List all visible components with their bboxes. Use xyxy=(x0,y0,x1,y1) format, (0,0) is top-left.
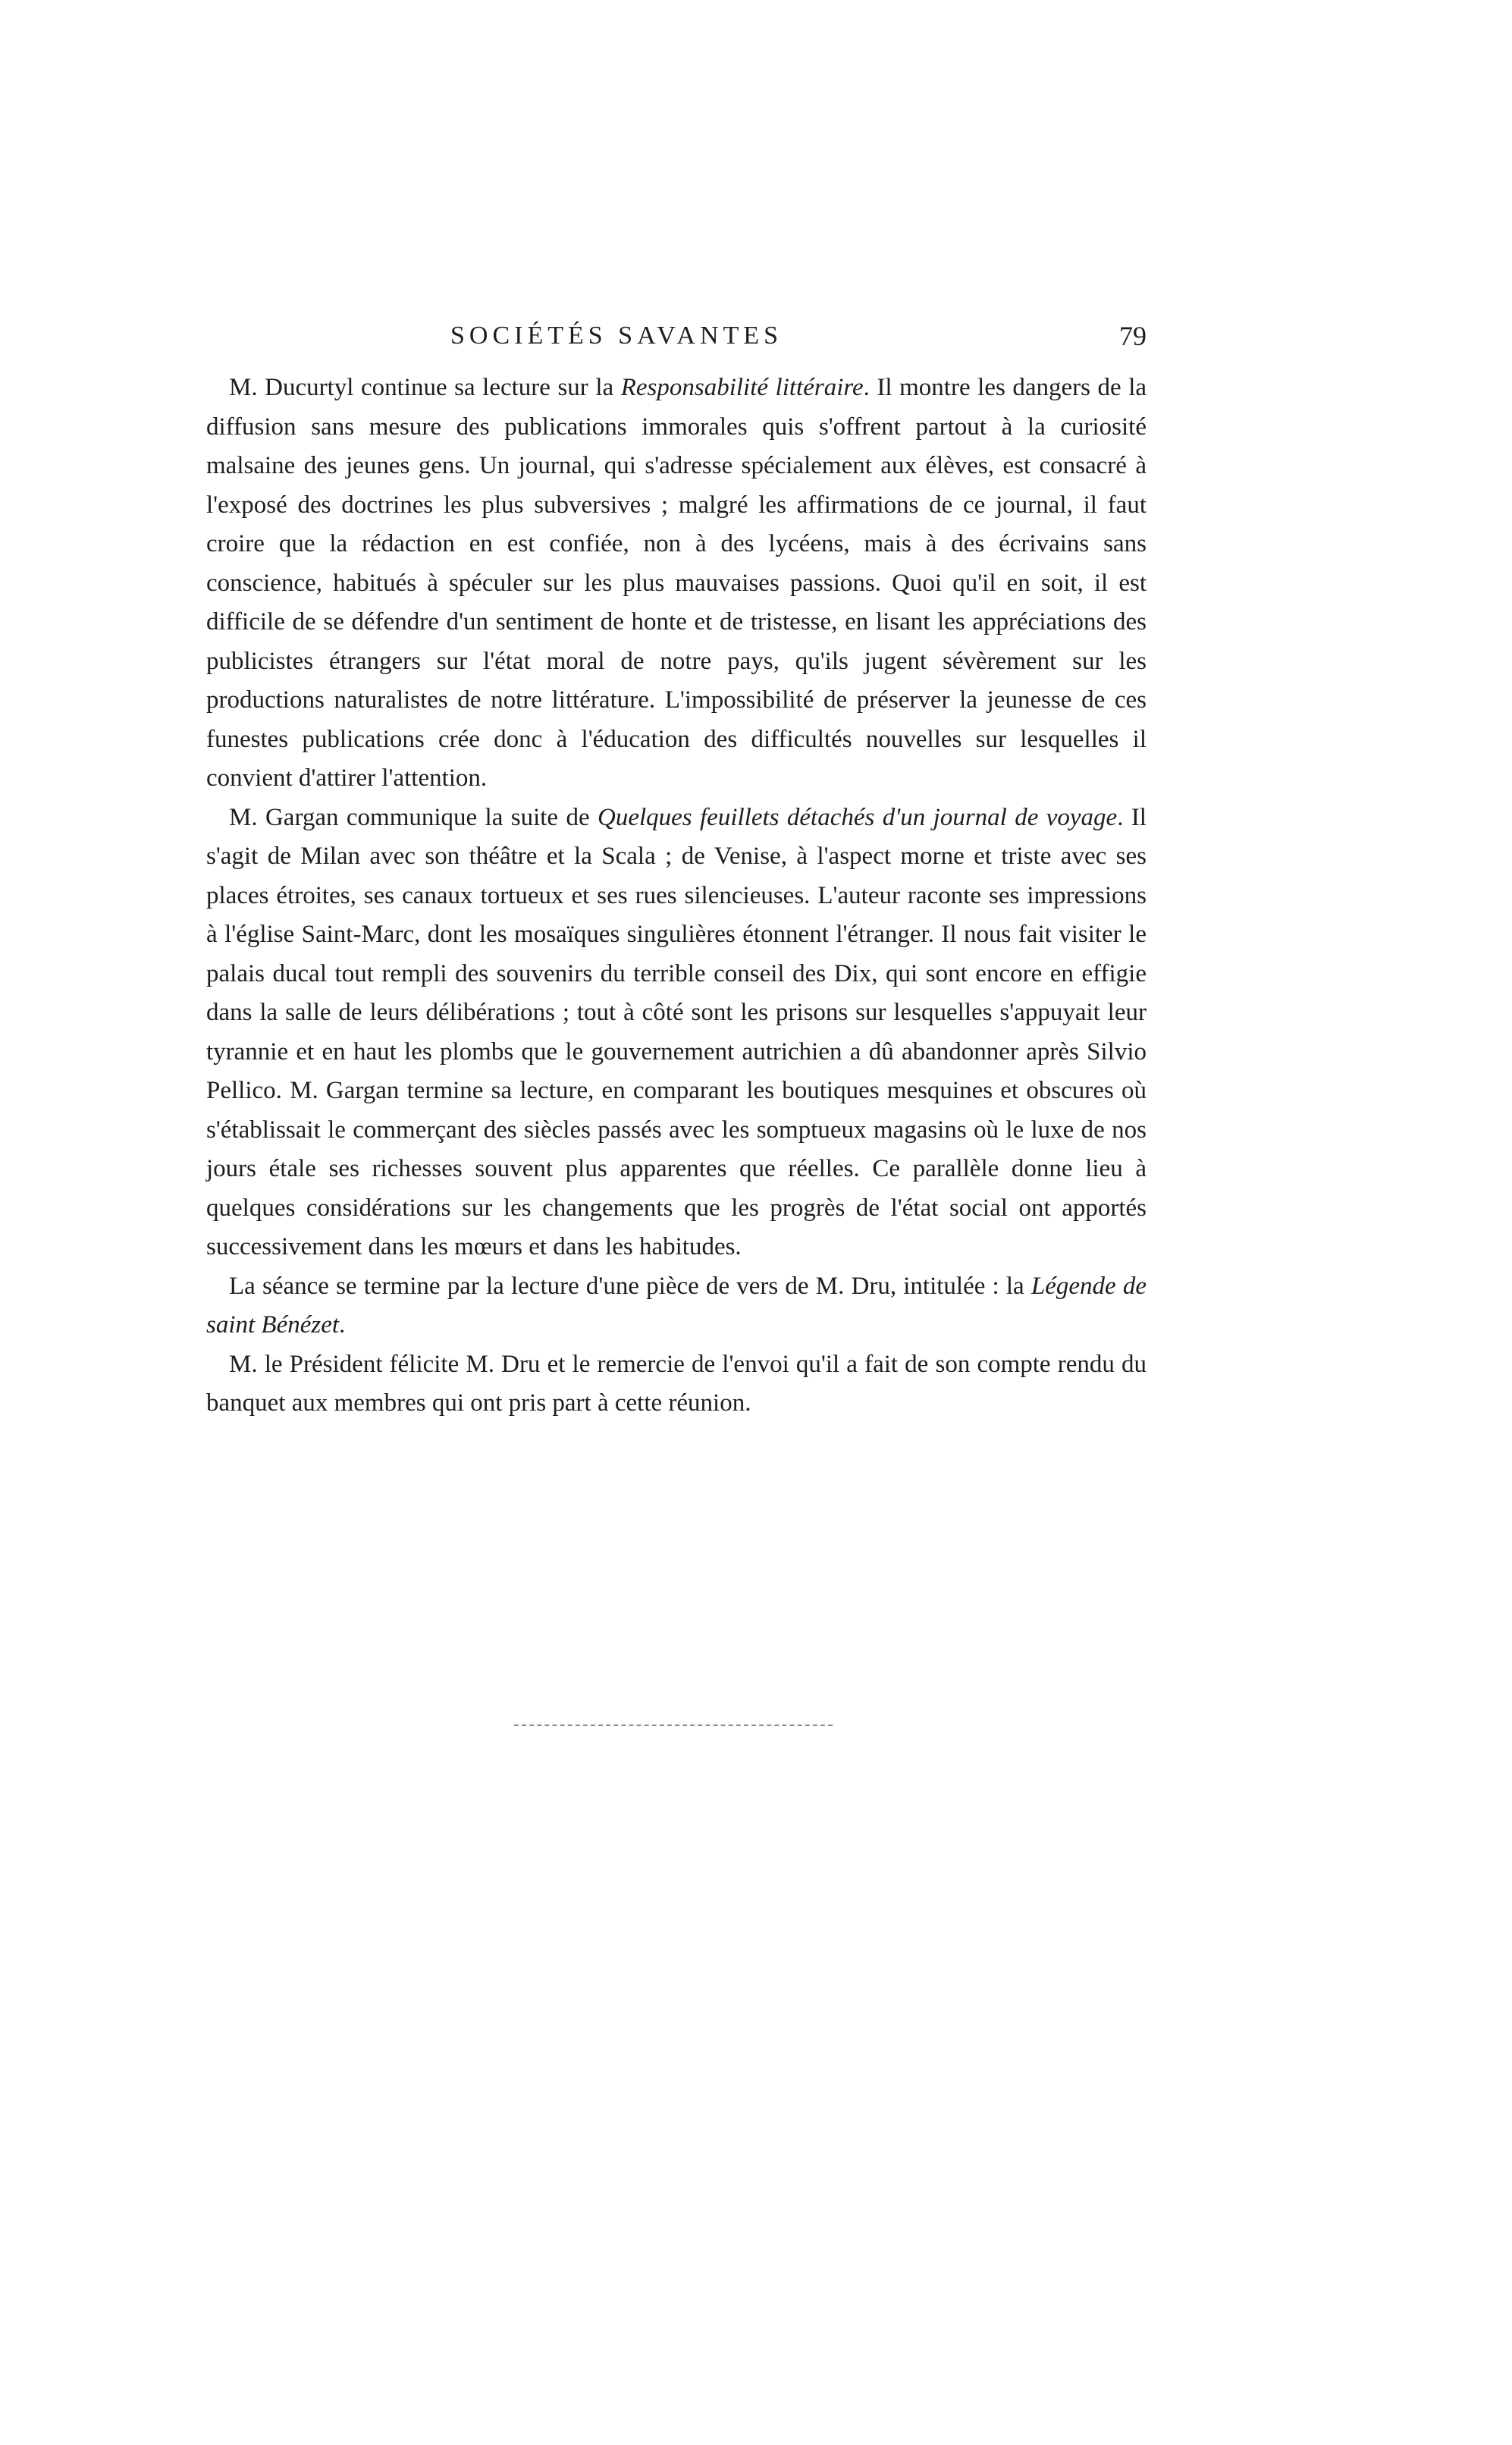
paragraph-president xyxy=(206,1345,1147,1423)
paragraph-gargan xyxy=(206,799,1147,1267)
work-title: Légende de saint Bénézet xyxy=(206,1272,1147,1339)
paragraph-rest: . xyxy=(339,1311,346,1339)
paragraph-lead: M. le Président félicite M. Dru et le remercie de l'envoi qu'il a fait de son compte rendu du banquet aux membres qui ont pris part à cette réunion. xyxy=(206,1350,1147,1417)
work-title: Quelques feuillets détachés d'un journal de voyage xyxy=(598,803,1118,831)
work-title: Responsabilité littéraire xyxy=(620,374,864,401)
paragraph-lead: La séance se termine par la lecture d'une pièce de vers de M. Dru, intitulée : la xyxy=(229,1272,1031,1300)
paragraph-lead: M. Ducurtyl continue sa lecture sur la xyxy=(229,374,621,401)
paragraph-seance xyxy=(206,1267,1147,1345)
body-text xyxy=(206,369,1147,1423)
paragraph-rest: . Il montre les dangers de la diffusion sans mesure des publications immorales quis s'offrent partout à la curiosité malsaine des jeunes gens. Un journal, qui s'adresse spécialement aux élèves, est consacré à l'exposé des doctrines les plus subversives ; malgré les affirmations de ce journal, il faut croire que la rédaction en est confiée, non à des lycéens, mais à des écrivains sans conscience, habitués à spéculer sur les plus mauvaises passions. Quoi qu'il en soit, il est difficile de se défendre d'un sentiment de honte et de tristesse, en lisant les appréciations des publicistes étrangers sur l'état moral de notre pays, qu'ils jugent sévèrement sur les productions naturalistes de notre littérature. L'impossibilité de préserver la jeunesse de ces funestes publications crée donc à l'éducation des difficultés nouvelles sur lesquelles il convient d'attirer l'attention. xyxy=(206,374,1147,792)
running-head xyxy=(206,317,1147,355)
page-number: 79 xyxy=(1119,321,1147,351)
paragraph-lead: M. Gargan communique la suite de xyxy=(229,803,598,831)
paragraph-rest: . Il s'agit de Milan avec son théâtre et la Scala ; de Venise, à l'aspect morne et triste avec ses places étroites, ses canaux tortueux et ses rues silencieuses. L'auteur raconte ses impressions à l'église Saint-Marc, dont les mosaïques singulières étonnent l'étranger. Il nous fait visiter le palais ducal tout rempli des souvenirs du terrible conseil des Dix, qui sont encore en effigie dans la salle de leurs délibérations ; tout à côté sont les prisons sur lesquelles s'appuyait leur tyrannie et en haut les plombs que le gouvernement autrichien a dû abandonner après Silvio Pellico. M. Gargan termine sa lecture, en comparant les boutiques mesquines et obscures où s'établissait le commerçant des siècles passés avec les somptueux magasins où le luxe de nos jours étale ses richesses souvent plus apparentes que réelles. Ce parallèle donne lieu à quelques considérations sur les changements que les progrès de l'état social ont apportés successivement dans les mœurs et dans les habitudes. xyxy=(206,803,1147,1260)
paragraph-ducurtyl xyxy=(206,369,1147,799)
running-title: SOCIÉTÉS SAVANTES xyxy=(450,322,783,350)
section-end-rule xyxy=(514,1725,833,1726)
